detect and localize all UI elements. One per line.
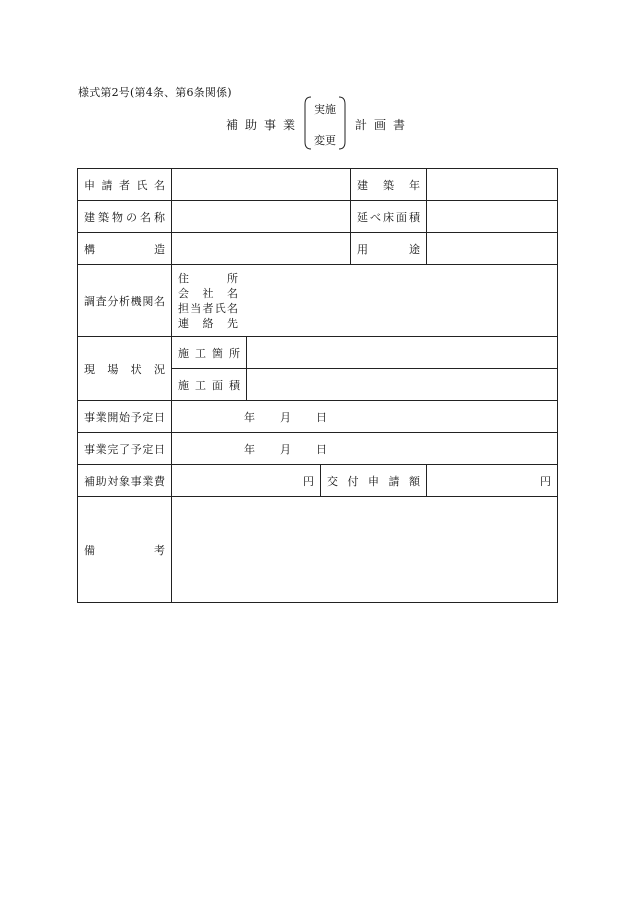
field-subsidy-cost[interactable]	[172, 465, 321, 497]
label-total-floor-area: 延べ床面積	[351, 201, 427, 233]
label-site-area: 施工面積	[172, 369, 247, 401]
option-implementation: 実施	[314, 103, 336, 116]
survey-line-person: 担当者氏名	[178, 301, 238, 315]
row-structure	[78, 233, 558, 265]
form-title	[0, 96, 630, 152]
option-change: 変更	[314, 134, 336, 147]
label-site-status: 現場状況	[78, 337, 172, 401]
survey-line-company: 会社名	[178, 286, 238, 300]
field-start-date[interactable]	[172, 401, 558, 433]
label-use: 用途	[351, 233, 427, 265]
form-number: 様式第2号(第4条、第6条関係)	[78, 86, 232, 99]
application-form-table	[77, 168, 558, 603]
row-site-location	[78, 337, 558, 369]
row-survey-agency	[78, 265, 558, 337]
field-remarks[interactable]	[172, 497, 558, 603]
label-grant-amount: 交付申請額	[321, 465, 427, 497]
field-total-floor-area[interactable]	[427, 201, 558, 233]
label-structure: 構造	[78, 233, 172, 265]
start-date-month: 月	[280, 410, 291, 424]
title-option-bracket	[303, 96, 347, 150]
label-end-date: 事業完了予定日	[78, 433, 172, 465]
label-subsidy-cost: 補助対象事業費	[78, 465, 172, 497]
field-use[interactable]	[427, 233, 558, 265]
end-date-month: 月	[280, 442, 291, 456]
end-date-year: 年	[244, 442, 255, 456]
start-date-day: 日	[316, 410, 327, 424]
field-built-year[interactable]	[427, 169, 558, 201]
end-date-day: 日	[316, 442, 327, 456]
field-applicant-name[interactable]	[172, 169, 351, 201]
row-building-name	[78, 201, 558, 233]
label-survey-agency: 調査分析機関名	[78, 265, 172, 337]
field-site-area[interactable]	[247, 369, 558, 401]
label-start-date: 事業開始予定日	[78, 401, 172, 433]
row-applicant	[78, 169, 558, 201]
grant-amount-yen: 円	[540, 474, 552, 488]
survey-line-address: 住所	[178, 271, 238, 285]
start-date-year: 年	[244, 410, 255, 424]
row-remarks	[78, 497, 558, 603]
label-building-name: 建築物の名称	[78, 201, 172, 233]
subsidy-cost-yen: 円	[303, 474, 314, 488]
field-structure[interactable]	[172, 233, 351, 265]
label-applicant-name: 申請者氏名	[78, 169, 172, 201]
label-built-year: 建築年	[351, 169, 427, 201]
row-end-date	[78, 433, 558, 465]
row-start-date	[78, 401, 558, 433]
field-building-name[interactable]	[172, 201, 351, 233]
survey-line-contact: 連絡先	[178, 316, 238, 330]
label-remarks: 備考	[78, 497, 172, 603]
field-grant-amount[interactable]	[427, 465, 558, 497]
field-end-date[interactable]	[172, 433, 558, 465]
field-site-location[interactable]	[247, 337, 558, 369]
row-cost	[78, 465, 558, 497]
title-left: 補助事業	[226, 118, 303, 132]
label-site-location: 施工箇所	[172, 337, 247, 369]
field-survey-agency[interactable]	[172, 265, 558, 337]
title-right: 計画書	[355, 118, 413, 132]
